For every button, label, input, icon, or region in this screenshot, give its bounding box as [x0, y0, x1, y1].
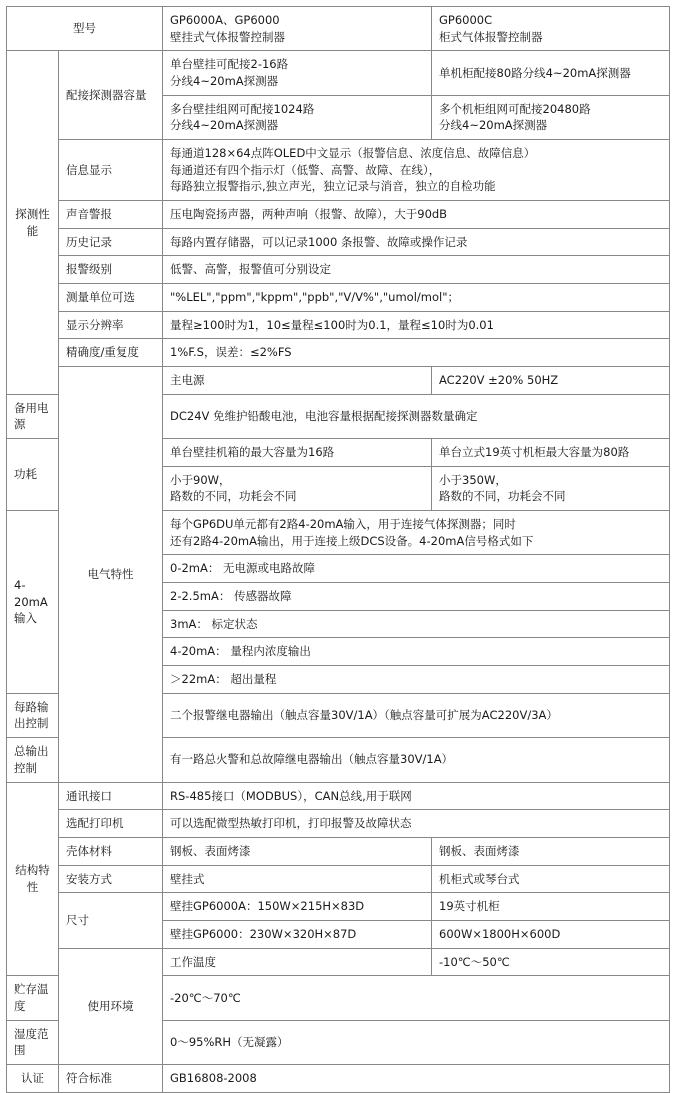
capacity-wall-cell: [163, 51, 432, 95]
model-gp6000c-cell: [432, 7, 670, 51]
model-gp6000a-line1: GP6000A、GP6000: [170, 13, 280, 27]
capacity-cabinet-net-line2: 分线4~20mA探测器: [439, 118, 548, 133]
size-cabinet-19inch: 19英寸机柜: [432, 893, 670, 921]
accuracy-value: 1%F.S，误差：≤2%FS: [163, 339, 670, 367]
sub-install-method: [59, 865, 163, 893]
sub-storage-temp: [7, 976, 59, 1020]
table-row: [7, 51, 670, 95]
measure-unit-value: "%LEL","ppm","kppm","ppb","V/V%","umol/mol"；: [163, 284, 670, 312]
size-cabinet-dimensions: 600W×1800H×600D: [432, 920, 670, 948]
sub-output-each-text: 每路输出控制: [14, 699, 49, 731]
category-structure-text: 结构特性: [15, 863, 50, 894]
ma-range-over-22: ＞22mA： 超出量程: [163, 666, 670, 694]
table-row: [7, 228, 670, 256]
printer-value: 可以选配微型热敏打印机，打印报警及故障状态: [163, 810, 670, 838]
table-row: [7, 810, 670, 838]
table-row: [7, 201, 670, 229]
table-row: [7, 256, 670, 284]
display-line2: 每通道还有四个指示灯（低警、高警、故障、在线），: [170, 162, 441, 177]
table-row: [7, 837, 670, 865]
sub-history-text: 历史记录: [66, 234, 112, 249]
model-gp6000c-line2: 柜式气体报警控制器: [439, 29, 543, 44]
sub-humidity: [7, 1020, 59, 1064]
sub-printer-text: 选配打印机: [66, 816, 124, 831]
sub-size-text: 尺寸: [66, 913, 89, 928]
category-environment: [59, 948, 163, 1064]
sub-humidity-text: 湿度范围: [14, 1026, 49, 1058]
ma-header-line1: 每个GP6DU单元都有2路4-20mA输入，用于连接气体探测器；同时: [170, 517, 516, 532]
resolution-value: 量程≥100时为1，10≤量程≤100时为0.1，量程≤10时为0.01: [163, 311, 670, 339]
specifications-table: [6, 6, 670, 1093]
consumption-cabinet-power-line1: 小于350W，: [439, 472, 507, 487]
sub-sound-alarm: [59, 201, 163, 229]
install-method-cabinet: 机柜式或琴台式: [432, 865, 670, 893]
consumption-wall-power: [163, 466, 432, 510]
sub-consumption: [7, 439, 59, 511]
sub-output-total: [7, 738, 59, 782]
table-row: [7, 7, 670, 51]
ma-header-cell: [163, 511, 670, 555]
sub-accuracy-text: 精确度/重复度: [66, 345, 139, 360]
history-value: 每路内置存储器，可以记录1000 条报警、故障或操作记录: [163, 228, 670, 256]
sub-install-method-text: 安装方式: [66, 871, 112, 886]
consumption-cabinet-capacity: 单台立式19英寸机柜最大容量为80路: [432, 439, 670, 467]
sub-size: [59, 893, 163, 948]
display-line3: 每路独立报警指示,独立声光，独立记录与消音，独立的自检功能: [170, 179, 496, 194]
model-gp6000a-cell: [163, 7, 432, 51]
main-power-value: AC220V ±20% 50HZ: [432, 367, 670, 395]
sub-output-each: [7, 693, 59, 737]
capacity-cabinet-net-line1: 多个机柜组网可配接20480路: [439, 101, 591, 116]
sub-alarm-level-text: 报警级别: [66, 262, 112, 277]
table-row: [7, 1064, 670, 1092]
sub-standard: [59, 1064, 163, 1092]
table-row: [7, 782, 670, 810]
size-wall-gp6000: 壁挂GP6000：230W×320H×87D: [163, 920, 432, 948]
consumption-cabinet-power: [432, 466, 670, 510]
consumption-wall-capacity: 单台壁挂机箱的最大容量为16路: [163, 439, 432, 467]
capacity-wall-line1: 单台壁挂可配接2-16路: [170, 57, 289, 72]
model-gp6000c-line1: GP6000C: [439, 13, 493, 27]
capacity-cabinet-cell: [432, 51, 670, 95]
table-row: [7, 339, 670, 367]
sub-shell-material-text: 壳体材料: [66, 843, 112, 858]
table-row: [7, 948, 670, 976]
sub-accuracy: [59, 339, 163, 367]
sub-420ma-input-text: 4-20mA输入: [14, 577, 48, 626]
sub-alarm-level: [59, 256, 163, 284]
sub-working-temp-text: 工作温度: [170, 954, 216, 969]
sub-communication-text: 通讯接口: [66, 788, 112, 803]
category-detection: [7, 51, 59, 394]
sub-output-total-text: 总输出控制: [14, 744, 49, 775]
storage-temp-value: -20℃～70℃: [163, 976, 670, 1020]
sub-main-power-text: 主电源: [170, 373, 205, 388]
output-each-value: 二个报警继电器输出（触点容量30V/1A）（触点容量可扩展为AC220V/3A）: [163, 693, 670, 737]
sub-backup-power: [7, 394, 59, 438]
ma-range-4-20: 4-20mA： 量程内浓度输出: [163, 638, 670, 666]
model-gp6000a-line2: 壁挂式气体报警控制器: [170, 29, 285, 44]
install-method-wall: 壁挂式: [163, 865, 432, 893]
size-wall-gp6000a: 壁挂GP6000A：150W×215H×83D: [163, 893, 432, 921]
sub-capacity: [59, 51, 163, 140]
working-temp-value: -10℃～50℃: [432, 948, 670, 976]
table-row: [7, 311, 670, 339]
shell-material-cabinet: 钢板、表面烤漆: [432, 837, 670, 865]
capacity-wall-line2: 分线4~20mA探测器: [170, 74, 279, 89]
sub-working-temp: [163, 948, 432, 976]
ma-range-3: 3mA： 标定状态: [163, 610, 670, 638]
output-total-value: 有一路总火警和总故障继电器输出（触点容量30V/1A）: [163, 738, 670, 782]
capacity-cabinet-line1: 单机柜配接80路分线4~20mA探测器: [439, 65, 631, 80]
sub-shell-material: [59, 837, 163, 865]
table-row: [7, 284, 670, 312]
sub-consumption-text: 功耗: [14, 467, 37, 482]
category-certification-text: 认证: [21, 1070, 44, 1085]
category-certification: [7, 1064, 59, 1092]
capacity-wall-net-line1: 多台壁挂组网可配接1024路: [170, 101, 315, 116]
sub-420ma-input: [7, 511, 59, 694]
table-row: [7, 893, 670, 921]
capacity-wall-net-cell: [163, 95, 432, 139]
consumption-cabinet-power-line2: 路数的不同，功耗会不同: [439, 489, 566, 504]
communication-value: RS-485接口（MODBUS），CAN总线,用于联网: [163, 782, 670, 810]
table-row: [7, 367, 670, 395]
sub-history: [59, 228, 163, 256]
category-electrical-text: 电气特性: [87, 566, 134, 581]
sub-sound-alarm-text: 声音警报: [66, 207, 112, 222]
sub-display-text: 信息显示: [66, 162, 112, 177]
capacity-cabinet-net-cell: [432, 95, 670, 139]
backup-power-value: DC24V 免维护铅酸电池，电池容量根据配接探测器数量确定: [163, 394, 670, 438]
sub-storage-temp-text: 贮存温度: [14, 982, 49, 1013]
standard-value: GB16808-2008: [163, 1064, 670, 1092]
sub-standard-text: 符合标准: [66, 1070, 112, 1085]
ma-range-2-2p5: 2-2.5mA： 传感器故障: [163, 583, 670, 611]
category-electrical: [59, 367, 163, 782]
sub-printer: [59, 810, 163, 838]
sub-resolution-text: 显示分辨率: [66, 317, 124, 332]
sub-capacity-text: 配接探测器容量: [66, 87, 147, 102]
display-line1: 每通道128×64点阵OLED中文显示（报警信息、浓度信息、故障信息）: [170, 146, 536, 161]
sub-communication: [59, 782, 163, 810]
sub-measure-unit-text: 测量单位可选: [66, 290, 135, 305]
category-detection-text: 探测性能: [15, 206, 50, 238]
ma-range-0-2: 0-2mA： 无电源或电路故障: [163, 555, 670, 583]
alarm-level-value: 低警、高警，报警值可分别设定: [163, 256, 670, 284]
sub-main-power: [163, 367, 432, 395]
sub-measure-unit: [59, 284, 163, 312]
sub-backup-power-text: 备用电源: [14, 400, 49, 432]
model-label: [7, 7, 163, 51]
capacity-wall-net-line2: 分线4~20mA探测器: [170, 118, 279, 133]
sound-alarm-value: 压电陶瓷扬声器，两种声响（报警、故障），大于90dB: [163, 201, 670, 229]
category-structure: [7, 782, 59, 976]
display-value-cell: [163, 140, 670, 201]
consumption-wall-power-line1: 小于90W，: [170, 472, 231, 487]
sub-resolution: [59, 311, 163, 339]
table-row: [7, 140, 670, 201]
sub-display: [59, 140, 163, 201]
model-label-text: 型号: [73, 21, 96, 36]
shell-material-wall: 钢板、表面烤漆: [163, 837, 432, 865]
ma-header-line2: 还有2路4-20mA输出，用于连接上级DCS设备。4-20mA信号格式如下: [170, 533, 534, 548]
humidity-value: 0～95%RH（无凝露）: [163, 1020, 670, 1064]
consumption-wall-power-line2: 路数的不同，功耗会不同: [170, 489, 297, 504]
category-environment-text: 使用环境: [87, 998, 134, 1013]
table-row: [7, 865, 670, 893]
